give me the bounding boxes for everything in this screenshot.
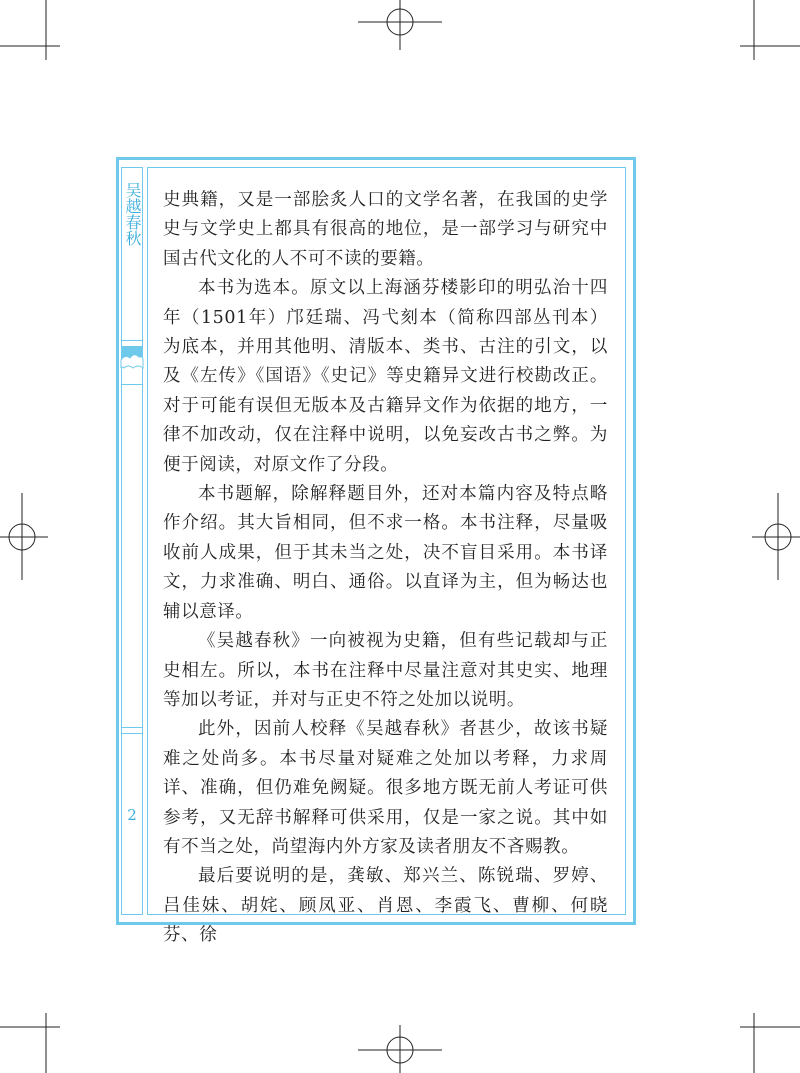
paragraph: 最后要说明的是，龚敏、郑兴兰、陈锐瑞、罗婷、吕佳妹、胡姹、顾凤亚、肖恩、李霞飞、曹柳、何晓芬、徐 — [163, 866, 608, 946]
side-divider — [121, 727, 143, 728]
paragraph: 此外，因前人校释《吴越春秋》者甚少，故该书疑难之处尚多。本书尽量对疑难之处加以考释，力求周详、准确，但仍难免阙疑。很多地方既无前人考证可供参考，又无辞书解释可供采用，仅是一家之说。其中如有不当之处，尚望海内外方家及读者朋友不吝赐教。 — [163, 719, 608, 857]
page-number: 2 — [127, 806, 137, 824]
side-strip — [121, 167, 143, 915]
paragraph: 《吴越春秋》一向被视为史籍，但有些记载却与正史相左。所以，本书在注释中尽量注意对其史实、地理等加以考证，并对与正史不符之处加以说明。 — [163, 631, 608, 710]
paragraph: 本书为选本。原文以上海涵芬楼影印的明弘治十四年（1501年）邝廷瑞、冯弋刻本（简称四部丛刊本）为底本，并用其他明、清版本、类书、古注的引文，以及《左传》《国语》《史记》等史籍异文进行校勘改正。对于可能有误但无版本及古籍异文作为依据的地方，一律不加改动，仅在注释中说明，以免妄改古书之弊。为便于阅读，对原文作了分段。 — [163, 278, 608, 475]
side-divider — [121, 384, 143, 385]
body-text — [163, 186, 608, 951]
side-divider — [121, 340, 143, 341]
running-title: 吴越春秋 — [123, 182, 142, 246]
paragraph: 史典籍，又是一部脍炙人口的文学名著，在我国的史学史与文学史上都具有很高的地位，是一部学习与研究中国古代文化的人不可不读的要籍。 — [163, 190, 608, 269]
paragraph: 本书题解，除解释题目外，还对本篇内容及特点略作介绍。其大旨相同，但不求一格。本书注释，尽量吸收前人成果，但于其未当之处，决不盲目采用。本书译文，力求准确、明白、通俗。以直译为主，但为畅达也辅以意译。 — [163, 484, 608, 622]
cloud-ornament-icon — [119, 344, 145, 384]
side-divider — [121, 733, 143, 734]
